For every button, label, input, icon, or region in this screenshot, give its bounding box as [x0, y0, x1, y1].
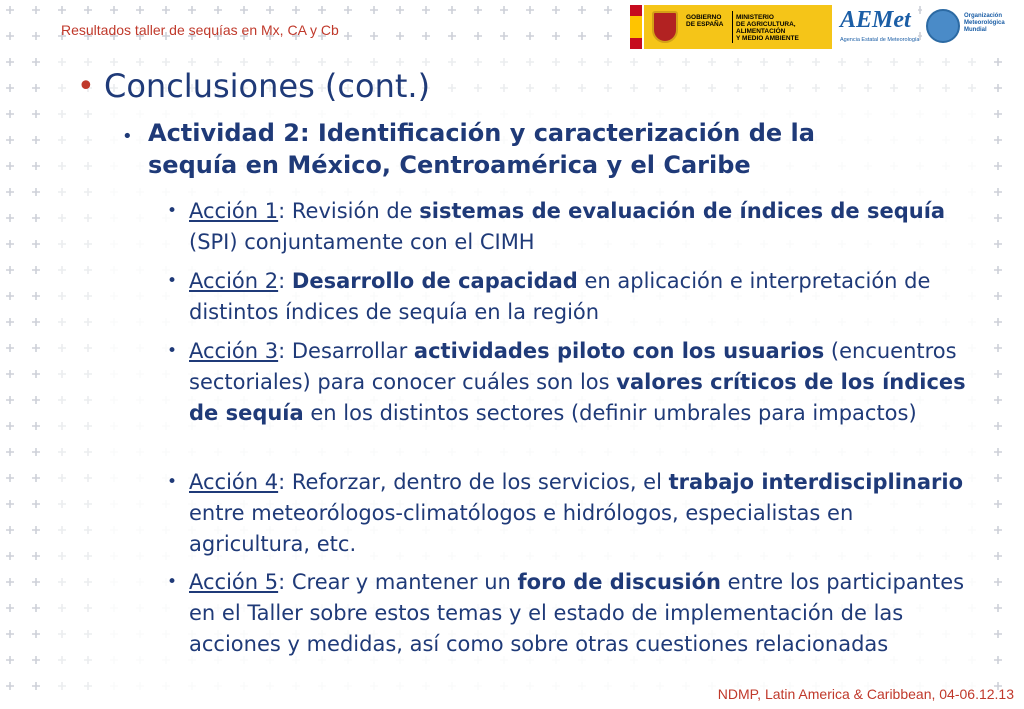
pattern-cross	[6, 214, 14, 222]
pattern-cross	[994, 162, 1002, 170]
pattern-cross	[6, 6, 14, 14]
pattern-cross	[58, 500, 66, 508]
action-item	[167, 467, 979, 560]
pattern-cross	[6, 422, 14, 430]
action-emphasis: valores críticos de los índices de sequía	[189, 370, 966, 425]
pattern-cross	[994, 266, 1002, 274]
action-bullet-icon: •	[167, 572, 178, 592]
pattern-cross	[968, 58, 976, 66]
pattern-cross	[84, 474, 92, 482]
pattern-cross	[58, 656, 66, 664]
action-label: Acción 3	[189, 339, 279, 363]
pattern-cross	[6, 32, 14, 40]
pattern-cross	[734, 84, 742, 92]
pattern-cross	[474, 84, 482, 92]
action-label: Acción 4	[189, 470, 279, 494]
pattern-cross	[994, 396, 1002, 404]
pattern-cross	[32, 188, 40, 196]
pattern-cross	[292, 6, 300, 14]
aemet-subtitle: Agencia Estatal de Meteorología	[840, 37, 920, 43]
action-text: :	[278, 269, 292, 293]
pattern-cross	[32, 370, 40, 378]
pattern-cross	[6, 136, 14, 144]
action-emphasis: Desarrollo de capacidad	[291, 269, 578, 293]
pattern-cross	[6, 188, 14, 196]
pattern-cross	[578, 32, 586, 40]
action-label: Acción 1	[189, 199, 279, 223]
action-item	[167, 567, 979, 660]
pattern-cross	[58, 266, 66, 274]
pattern-cross	[84, 110, 92, 118]
pattern-cross	[6, 344, 14, 352]
pattern-cross	[786, 58, 794, 66]
pattern-cross	[604, 84, 612, 92]
action-emphasis: foro de discusión	[517, 570, 721, 594]
pattern-cross	[942, 58, 950, 66]
pattern-cross	[240, 6, 248, 14]
pattern-cross	[630, 84, 638, 92]
pattern-cross	[6, 656, 14, 664]
pattern-cross	[6, 682, 14, 690]
pattern-cross	[84, 370, 92, 378]
pattern-cross	[58, 110, 66, 118]
pattern-cross	[32, 448, 40, 456]
pattern-cross	[552, 6, 560, 14]
pattern-cross	[526, 58, 534, 66]
action-emphasis: sistemas de evaluación de índices de sequía	[419, 199, 946, 223]
pattern-cross	[968, 84, 976, 92]
pattern-cross	[994, 292, 1002, 300]
action-text: : Reforzar, dentro de los servicios, el	[278, 470, 669, 494]
pattern-cross	[84, 58, 92, 66]
pattern-cross	[84, 604, 92, 612]
pattern-cross	[422, 6, 430, 14]
pattern-cross	[6, 500, 14, 508]
pattern-cross	[552, 32, 560, 40]
pattern-cross	[58, 578, 66, 586]
pattern-cross	[58, 552, 66, 560]
pattern-cross	[864, 58, 872, 66]
pattern-cross	[370, 6, 378, 14]
pattern-cross	[188, 6, 196, 14]
pattern-cross	[916, 58, 924, 66]
pattern-cross	[422, 58, 430, 66]
action-text: entre los participantes en el Taller sobre estos temas y el estado de implementación de las acciones y medidas, así como sobre otras cuestiones relacionadas	[189, 570, 965, 656]
pattern-cross	[760, 58, 768, 66]
pattern-cross	[84, 578, 92, 586]
pattern-cross	[396, 6, 404, 14]
pattern-cross	[994, 240, 1002, 248]
header-text: Resultados taller de sequías en Mx, CA y Cb	[61, 22, 339, 38]
pattern-cross	[58, 474, 66, 482]
pattern-cross	[6, 526, 14, 534]
action-item	[167, 336, 979, 429]
pattern-cross	[58, 526, 66, 534]
pattern-cross	[604, 32, 612, 40]
pattern-cross	[32, 578, 40, 586]
pattern-cross	[32, 318, 40, 326]
pattern-cross	[58, 136, 66, 144]
pattern-cross	[84, 188, 92, 196]
pattern-cross	[6, 266, 14, 274]
gobierno-espana-logo	[644, 5, 832, 49]
pattern-cross	[84, 136, 92, 144]
pattern-cross	[994, 526, 1002, 534]
action-label: Acción 5	[189, 570, 279, 594]
pattern-cross	[6, 370, 14, 378]
pattern-cross	[32, 630, 40, 638]
pattern-cross	[708, 58, 716, 66]
pattern-cross	[32, 32, 40, 40]
pattern-cross	[916, 84, 924, 92]
ministerio-label: MINISTERIO DE AGRICULTURA, ALIMENTACIÓN Y MEDIO AMBIENTE	[736, 14, 799, 42]
pattern-cross	[6, 552, 14, 560]
pattern-cross	[552, 58, 560, 66]
pattern-cross	[578, 84, 586, 92]
pattern-cross	[812, 84, 820, 92]
pattern-cross	[994, 630, 1002, 638]
action-text: en aplicación e interpretación de distintos índices de sequía en la región	[189, 269, 931, 324]
pattern-cross	[864, 84, 872, 92]
pattern-cross	[32, 396, 40, 404]
pattern-cross	[84, 656, 92, 664]
pattern-cross	[526, 32, 534, 40]
omm-logo	[922, 5, 1024, 49]
pattern-cross	[344, 6, 352, 14]
pattern-cross	[32, 110, 40, 118]
pattern-cross	[994, 344, 1002, 352]
pattern-cross	[58, 422, 66, 430]
pattern-cross	[448, 58, 456, 66]
pattern-cross	[994, 604, 1002, 612]
action-bullet-icon: •	[167, 472, 178, 492]
action-item	[167, 266, 979, 328]
action-emphasis: trabajo interdisciplinario	[668, 470, 964, 494]
pattern-cross	[422, 32, 430, 40]
pattern-cross	[240, 58, 248, 66]
pattern-cross	[344, 32, 352, 40]
pattern-cross	[786, 84, 794, 92]
action-text: : Desarrollar	[278, 339, 414, 363]
pattern-cross	[32, 292, 40, 300]
pattern-cross	[32, 58, 40, 66]
pattern-cross	[994, 84, 1002, 92]
pattern-cross	[32, 526, 40, 534]
pattern-cross	[84, 318, 92, 326]
action-emphasis: actividades piloto con los usuarios	[413, 339, 825, 363]
pattern-cross	[32, 240, 40, 248]
pattern-cross	[526, 6, 534, 14]
footer-text: NDMP, Latin America & Caribbean, 04-06.12.13	[717, 686, 1014, 702]
pattern-cross	[318, 6, 326, 14]
pattern-cross	[994, 318, 1002, 326]
pattern-cross	[110, 6, 118, 14]
pattern-cross	[110, 58, 118, 66]
activity-heading: Actividad 2: Identificación y caracterización de la sequía en México, Centroamérica y el Caribe	[148, 119, 815, 179]
pattern-cross	[84, 240, 92, 248]
title-bullet-icon: •	[77, 69, 95, 104]
pattern-cross	[682, 58, 690, 66]
pattern-cross	[136, 6, 144, 14]
pattern-cross	[526, 84, 534, 92]
action-label: Acción 2	[189, 269, 279, 293]
pattern-cross	[32, 6, 40, 14]
pattern-cross	[6, 630, 14, 638]
pattern-cross	[6, 604, 14, 612]
pattern-cross	[58, 448, 66, 456]
logo-strip	[630, 2, 1024, 52]
pattern-cross	[162, 58, 170, 66]
pattern-cross	[552, 84, 560, 92]
pattern-cross	[734, 58, 742, 66]
pattern-cross	[58, 396, 66, 404]
pattern-cross	[656, 84, 664, 92]
pattern-cross	[58, 6, 66, 14]
pattern-cross	[32, 344, 40, 352]
pattern-cross	[500, 84, 508, 92]
pattern-cross	[58, 292, 66, 300]
pattern-cross	[84, 344, 92, 352]
pattern-cross	[604, 6, 612, 14]
pattern-cross	[214, 6, 222, 14]
pattern-cross	[994, 110, 1002, 118]
action-text: entre meteorólogos-climatólogos e hidrólogos, especialistas en agricultura, etc.	[189, 501, 854, 556]
pattern-cross	[890, 58, 898, 66]
pattern-cross	[994, 188, 1002, 196]
pattern-cross	[994, 474, 1002, 482]
pattern-cross	[266, 58, 274, 66]
pattern-cross	[292, 58, 300, 66]
pattern-cross	[162, 6, 170, 14]
pattern-cross	[32, 682, 40, 690]
pattern-cross	[32, 162, 40, 170]
pattern-cross	[6, 84, 14, 92]
pattern-cross	[84, 630, 92, 638]
pattern-cross	[994, 500, 1002, 508]
pattern-cross	[32, 604, 40, 612]
pattern-cross	[32, 266, 40, 274]
pattern-cross	[58, 58, 66, 66]
pattern-cross	[760, 84, 768, 92]
pattern-cross	[58, 630, 66, 638]
action-text: (SPI) conjuntamente con el CIMH	[189, 230, 535, 254]
pattern-cross	[84, 448, 92, 456]
action-text: : Crear y mantener un	[278, 570, 518, 594]
pattern-cross	[994, 58, 1002, 66]
pattern-cross	[396, 32, 404, 40]
action-item	[167, 196, 979, 258]
pattern-cross	[994, 370, 1002, 378]
pattern-cross	[214, 58, 222, 66]
pattern-cross	[58, 682, 66, 690]
pattern-cross	[84, 214, 92, 222]
action-text: : Revisión de	[278, 199, 420, 223]
pattern-cross	[500, 32, 508, 40]
action-bullet-icon: •	[167, 341, 178, 361]
pattern-cross	[84, 396, 92, 404]
pattern-cross	[578, 58, 586, 66]
pattern-cross	[6, 110, 14, 118]
pattern-cross	[578, 6, 586, 14]
pattern-cross	[994, 656, 1002, 664]
pattern-cross	[838, 84, 846, 92]
pattern-cross	[58, 370, 66, 378]
subheading-bullet-icon: •	[122, 126, 133, 147]
pattern-cross	[58, 188, 66, 196]
pattern-cross	[58, 84, 66, 92]
pattern-cross	[84, 292, 92, 300]
pattern-cross	[84, 266, 92, 274]
pattern-cross	[656, 58, 664, 66]
pattern-cross	[32, 84, 40, 92]
pattern-cross	[84, 422, 92, 430]
pattern-cross	[630, 58, 638, 66]
pattern-cross	[838, 58, 846, 66]
pattern-cross	[58, 240, 66, 248]
pattern-cross	[994, 214, 1002, 222]
pattern-cross	[32, 552, 40, 560]
pattern-cross	[58, 344, 66, 352]
spain-coat-of-arms-icon	[652, 11, 678, 43]
pattern-cross	[136, 58, 144, 66]
omm-label: Organización Meteorológica Mundial	[964, 13, 1005, 33]
pattern-cross	[6, 292, 14, 300]
pattern-cross	[448, 6, 456, 14]
un-globe-emblem-icon	[926, 9, 960, 43]
pattern-cross	[84, 6, 92, 14]
pattern-cross	[6, 578, 14, 586]
pattern-cross	[32, 214, 40, 222]
pattern-cross	[58, 214, 66, 222]
pattern-cross	[6, 240, 14, 248]
pattern-cross	[84, 682, 92, 690]
pattern-cross	[474, 32, 482, 40]
pattern-cross	[32, 136, 40, 144]
pattern-cross	[370, 58, 378, 66]
pattern-cross	[6, 162, 14, 170]
pattern-cross	[188, 58, 196, 66]
pattern-cross	[994, 578, 1002, 586]
pattern-cross	[84, 500, 92, 508]
pattern-cross	[318, 58, 326, 66]
aemet-logo	[836, 5, 918, 49]
pattern-cross	[396, 58, 404, 66]
pattern-cross	[500, 58, 508, 66]
pattern-cross	[942, 84, 950, 92]
pattern-cross	[266, 6, 274, 14]
pattern-cross	[370, 32, 378, 40]
pattern-cross	[474, 58, 482, 66]
logo-divider	[732, 11, 733, 43]
spain-flag-icon	[630, 5, 642, 49]
action-bullet-icon: •	[167, 271, 178, 291]
pattern-cross	[994, 422, 1002, 430]
aemet-wordmark: AEMet	[840, 7, 911, 33]
pattern-cross	[58, 604, 66, 612]
pattern-cross	[58, 318, 66, 326]
pattern-cross	[84, 162, 92, 170]
pattern-cross	[32, 474, 40, 482]
pattern-cross	[448, 32, 456, 40]
action-text: en los distintos sectores (definir umbrales para impactos)	[303, 401, 917, 425]
pattern-cross	[682, 84, 690, 92]
pattern-cross	[6, 474, 14, 482]
action-text: (encuentros sectoriales) para conocer cuáles son los	[189, 339, 957, 394]
pattern-cross	[994, 552, 1002, 560]
pattern-cross	[448, 84, 456, 92]
pattern-cross	[500, 6, 508, 14]
pattern-cross	[344, 58, 352, 66]
pattern-cross	[708, 84, 716, 92]
pattern-cross	[6, 396, 14, 404]
pattern-cross	[812, 58, 820, 66]
pattern-cross	[994, 448, 1002, 456]
pattern-cross	[84, 552, 92, 560]
pattern-cross	[474, 6, 482, 14]
pattern-cross	[994, 136, 1002, 144]
pattern-cross	[604, 58, 612, 66]
pattern-cross	[58, 162, 66, 170]
pattern-cross	[6, 448, 14, 456]
gobierno-label: GOBIERNO DE ESPAÑA	[686, 14, 724, 28]
pattern-cross	[32, 422, 40, 430]
pattern-cross	[6, 58, 14, 66]
pattern-cross	[84, 526, 92, 534]
pattern-cross	[32, 500, 40, 508]
pattern-cross	[6, 318, 14, 326]
pattern-cross	[32, 656, 40, 664]
action-bullet-icon: •	[167, 201, 178, 221]
slide-title: Conclusiones (cont.)	[104, 67, 431, 105]
pattern-cross	[890, 84, 898, 92]
